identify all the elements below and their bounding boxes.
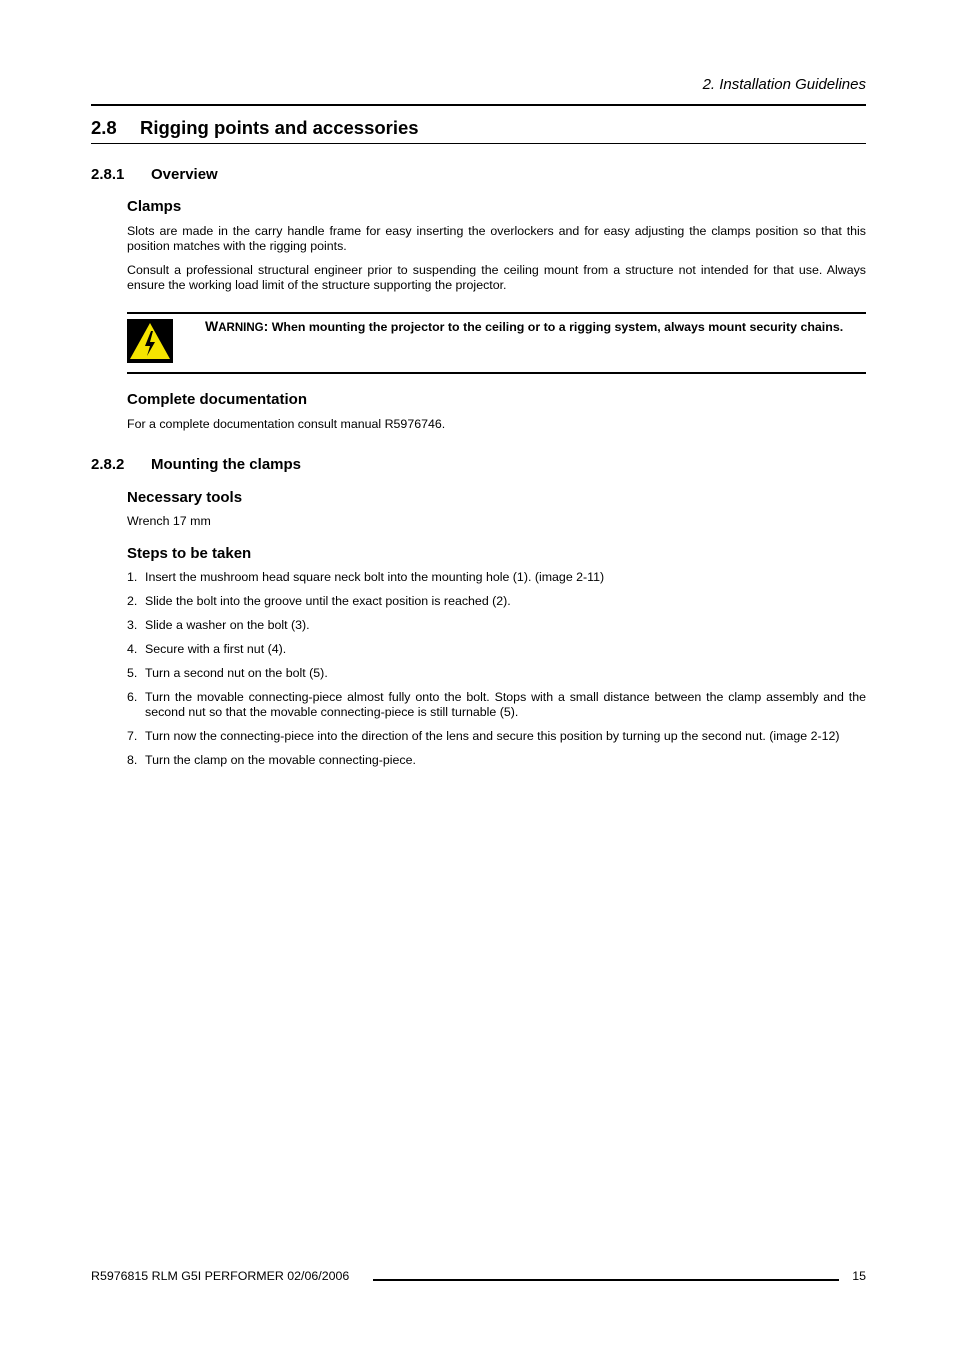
list-item: 5. Turn a second nut on the bolt (5). [127,666,328,680]
necessary-tools-text: Wrench 17 mm [127,514,211,528]
list-item: 2. Slide the bolt into the groove until the exact position is reached (2). [127,594,511,608]
warning-bottom-rule [127,372,866,374]
warning-top-rule [127,312,866,314]
header-rule [91,104,866,106]
section-title: Rigging points and accessories [140,117,419,138]
clamps-paragraph-2: Consult a professional structural engineer prior to suspending the ceiling mount from a structure not intended for that use. Always ensure the working load limit of the structure supporting the projector. [127,263,866,292]
list-item: 4. Secure with a first nut (4). [127,642,287,656]
section-rule [91,143,866,144]
list-item: 8. Turn the clamp on the movable connecting-piece. [127,753,416,767]
warning-text: When mounting the projector to the ceiling or to a rigging system, always mount security chains. [271,320,844,334]
section-number: 2.8 [91,117,117,138]
list-item: 6. Turn the movable connecting-piece almost fully onto the bolt. Stops with a small distance between the clamp assembly and the second nut so that the movable connecting-piece is still turnable (5). [127,690,866,719]
page-number: 15 [852,1269,866,1283]
running-header: 2. Installation Guidelines [702,76,866,93]
warning-message [205,318,843,334]
subsection-heading-overview [91,166,218,183]
subsection-number: 2.8.2 [91,456,125,473]
section-heading [91,117,419,139]
necessary-tools-heading: Necessary tools [127,489,243,506]
subsection-title: Overview [151,166,218,183]
complete-documentation-text: For a complete documentation consult manual R5976746. [127,417,446,431]
high-voltage-warning-icon [127,319,173,363]
list-item: 1. Insert the mushroom head square neck bolt into the mounting hole (1). (image 2-11) [127,570,605,584]
subsection-title: Mounting the clamps [151,456,301,473]
complete-documentation-heading: Complete documentation [127,391,308,408]
clamps-heading: Clamps [127,198,182,215]
subsection-heading-mounting [91,456,301,473]
steps-heading: Steps to be taken [127,545,252,562]
clamps-paragraph-1: Slots are made in the carry handle frame for easy inserting the overlockers and for easy adjusting the clamps position so that this position matches with the rigging points. [127,224,866,253]
warning-label: WARNING: [205,318,269,334]
steps-list [127,570,866,777]
footer-doc-info: R5976815 RLM G5I PERFORMER 02/06/2006 [91,1269,350,1283]
footer-rule [373,1279,839,1281]
list-item: 3. Slide a washer on the bolt (3). [127,618,310,632]
list-item: 7. Turn now the connecting-piece into the direction of the lens and secure this position by turning up the second nut. (image 2-12) [127,729,840,743]
subsection-number: 2.8.1 [91,166,125,183]
